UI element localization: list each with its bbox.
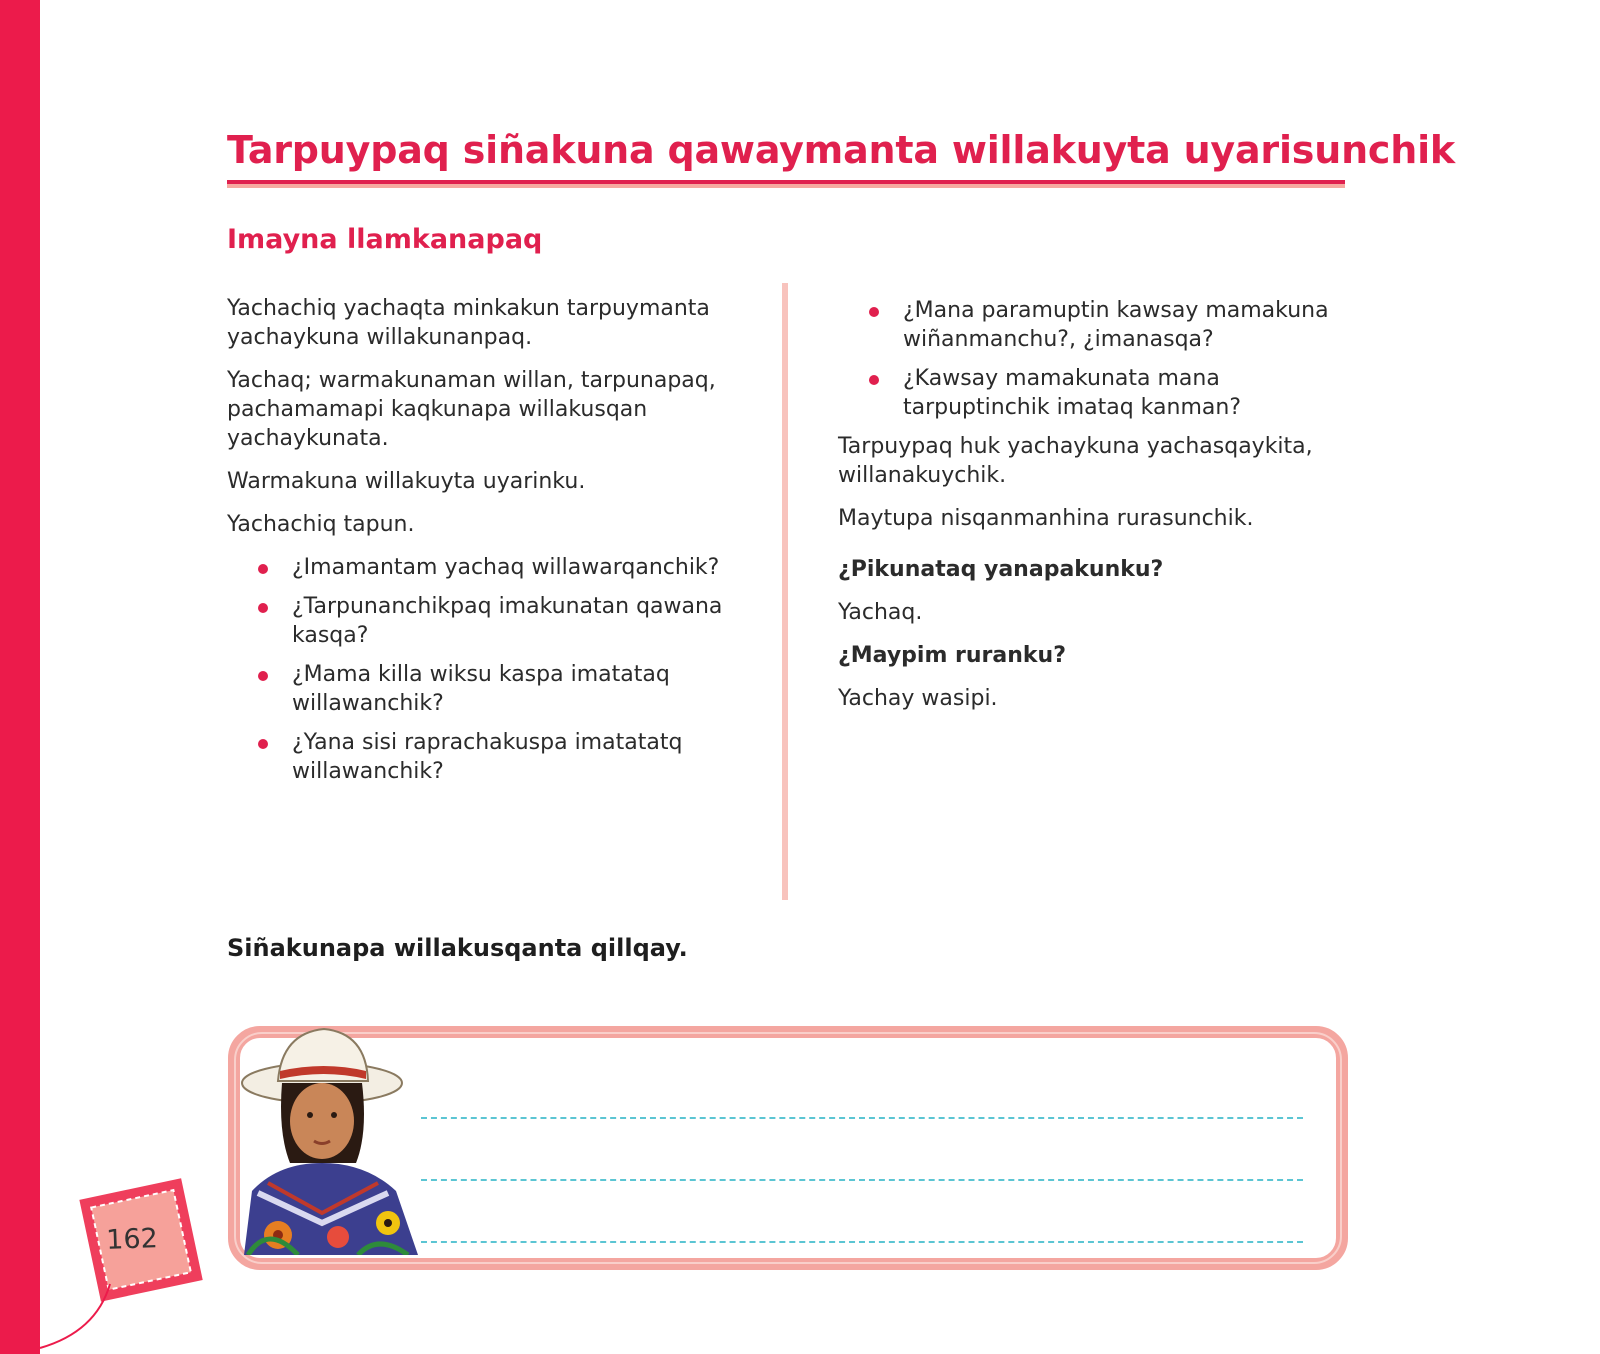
page-side-bar [0, 0, 40, 1354]
question-list [227, 553, 747, 786]
list-item-text: ¿Imamantam yachaq willawarqanchik? [292, 555, 720, 580]
question-heading: ¿Pikunataq yanapakunku? [838, 557, 1164, 582]
question-heading: ¿Maypim ruranku? [838, 643, 1066, 668]
paragraph: Maytupa nisqanmanhina rurasunchik. [838, 506, 1254, 531]
left-column [227, 294, 747, 796]
answer-text: Yachay wasipi. [838, 686, 998, 711]
list-item [838, 296, 1358, 354]
list-item-text: ¿Mana paramuptin kawsay mamakuna wiñanmanchu?, ¿imanasqa? [903, 298, 1329, 352]
page-number: 162 [105, 1223, 159, 1256]
bullet-icon [869, 307, 879, 317]
paragraph: Yachaq; warmakunaman willan, tarpunapaq, pachamamapi kaqkunapa willakusqan yachaykunata. [227, 368, 716, 451]
bullet-icon [869, 375, 879, 385]
list-item [227, 553, 747, 582]
bullet-icon [258, 671, 268, 681]
list-item-text: ¿Mama killa wiksu kaspa imatataq willawanchik? [292, 662, 670, 716]
question-list [838, 296, 1358, 422]
writing-line[interactable] [421, 1179, 1303, 1181]
list-item [838, 364, 1358, 422]
paragraph: Yachachiq tapun. [227, 512, 415, 537]
writing-line[interactable] [421, 1117, 1303, 1119]
page-title: Tarpuypaq siñakuna qawaymanta willakuyta uyarisunchik [227, 128, 1455, 172]
paragraph: Tarpuypaq huk yachaykuna yachasqaykita, willanakuychik. [838, 434, 1313, 488]
girl-illustration [238, 1023, 426, 1255]
list-item [227, 660, 747, 718]
list-item [227, 728, 747, 786]
list-item-text: ¿Tarpunanchikpaq imakunatan qawana kasqa? [292, 594, 723, 648]
bullet-icon [258, 739, 268, 749]
kite-string [36, 1282, 126, 1354]
right-column [838, 296, 1358, 727]
answer-text: Yachaq. [838, 600, 923, 625]
paragraph: Yachachiq yachaqta minkakun tarpuymanta yachaykuna willakunanpaq. [227, 296, 710, 350]
section-subtitle: Imayna llamkanapaq [227, 224, 543, 255]
list-item [227, 592, 747, 650]
list-item-text: ¿Yana sisi raprachakuspa imatatatq willawanchik? [292, 730, 683, 784]
paragraph: Warmakuna willakuyta uyarinku. [227, 469, 586, 494]
writing-prompt: Siñakunapa willakusqanta qillqay. [227, 934, 688, 962]
bullet-icon [258, 564, 268, 574]
list-item-text: ¿Kawsay mamakunata mana tarpuptinchik imataq kanman? [903, 366, 1241, 420]
writing-line[interactable] [421, 1241, 1303, 1243]
bullet-icon [258, 603, 268, 613]
column-divider [782, 283, 788, 900]
title-underline [227, 180, 1345, 188]
